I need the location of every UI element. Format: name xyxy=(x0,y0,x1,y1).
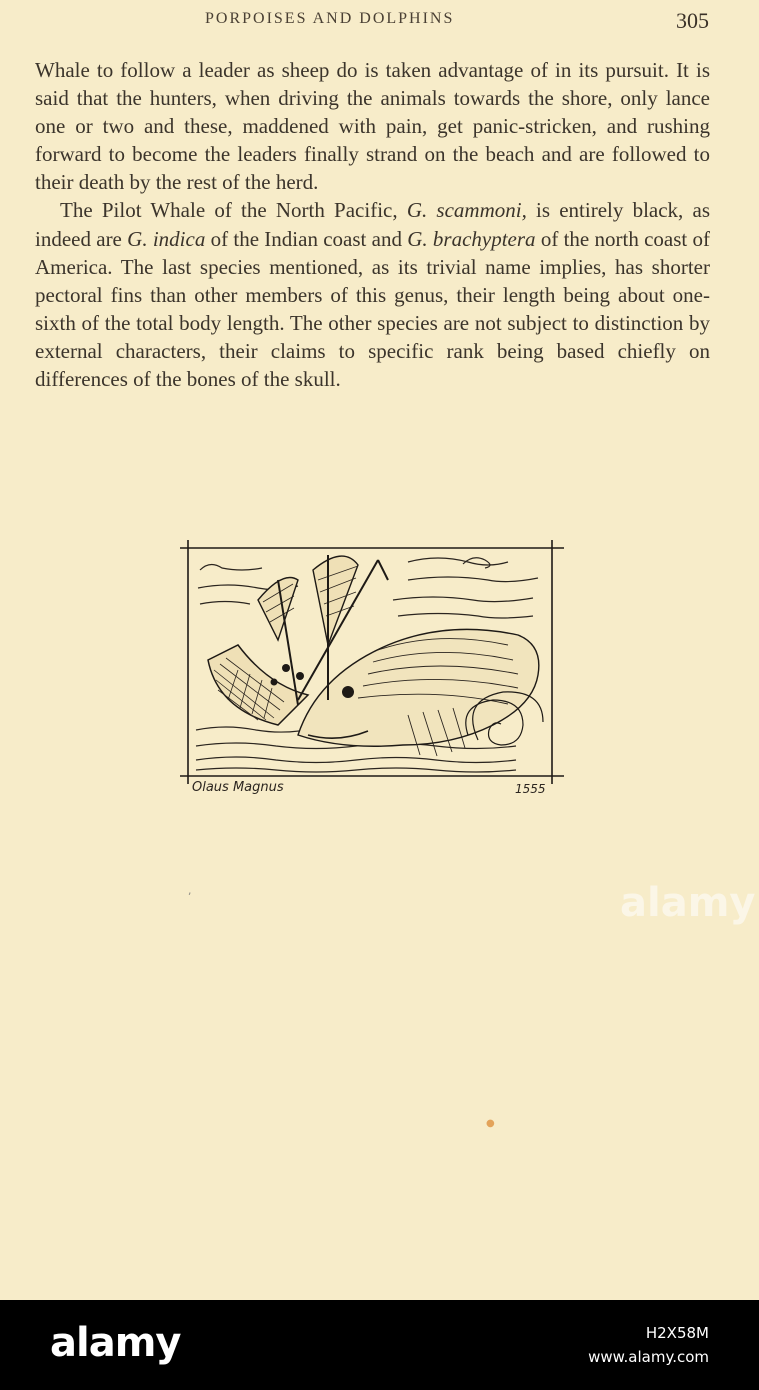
running-head: PORPOISES AND DOLPHINS xyxy=(205,10,455,27)
paragraph-2 xyxy=(35,196,710,393)
watermark-logo: alamy xyxy=(620,880,756,926)
figure-caption-artist: Olaus Magnus xyxy=(192,780,284,795)
figure-caption-year: 1555 xyxy=(515,782,546,796)
whale-eye-icon xyxy=(342,686,354,698)
page-speck: ● xyxy=(486,1118,495,1129)
species-name-brachyptera: G. brachyptera xyxy=(407,226,536,251)
paragraph-1: Whale to follow a leader as sheep do is taken advantage of in its pursuit. It is said that the hunters, when driving the animals towards the shore, only lance one or two and these, maddened with pain, get panic-stricken, and rushing forward to become the leaders finally strand on the beach and are followed to their death by the rest of the herd. xyxy=(35,58,710,195)
stock-image-id: H2X58M xyxy=(645,1324,709,1342)
paragraph-2-text-d: of the north coast of America. The last species mentioned, as its trivial name implies, has shorter pectoral fins than other members of this genus, their length being about one-sixth of the total body length. The other species are not subject to distinction by external characters, their claims to specific rank being based chiefly on differences of the bones of the skull. xyxy=(35,226,710,392)
stock-footer-bar xyxy=(0,1300,759,1390)
stock-url: www.alamy.com xyxy=(588,1348,709,1366)
species-name-indica: G. indica xyxy=(127,226,206,251)
paragraph-2-text-a: The Pilot Whale of the North Pacific, xyxy=(60,198,407,223)
paragraph-2-text-b: is entirely black, as indeed are xyxy=(35,198,710,251)
page-number: 305 xyxy=(676,8,709,33)
page-speck: ’ xyxy=(188,892,192,903)
whale-ship-woodcut xyxy=(178,540,568,810)
paragraph-2-text-c: of the Indian coast and xyxy=(205,226,408,251)
species-name-scammoni: G. scammoni, xyxy=(406,198,527,223)
stock-logo: alamy xyxy=(50,1320,181,1366)
body-text xyxy=(35,56,710,393)
